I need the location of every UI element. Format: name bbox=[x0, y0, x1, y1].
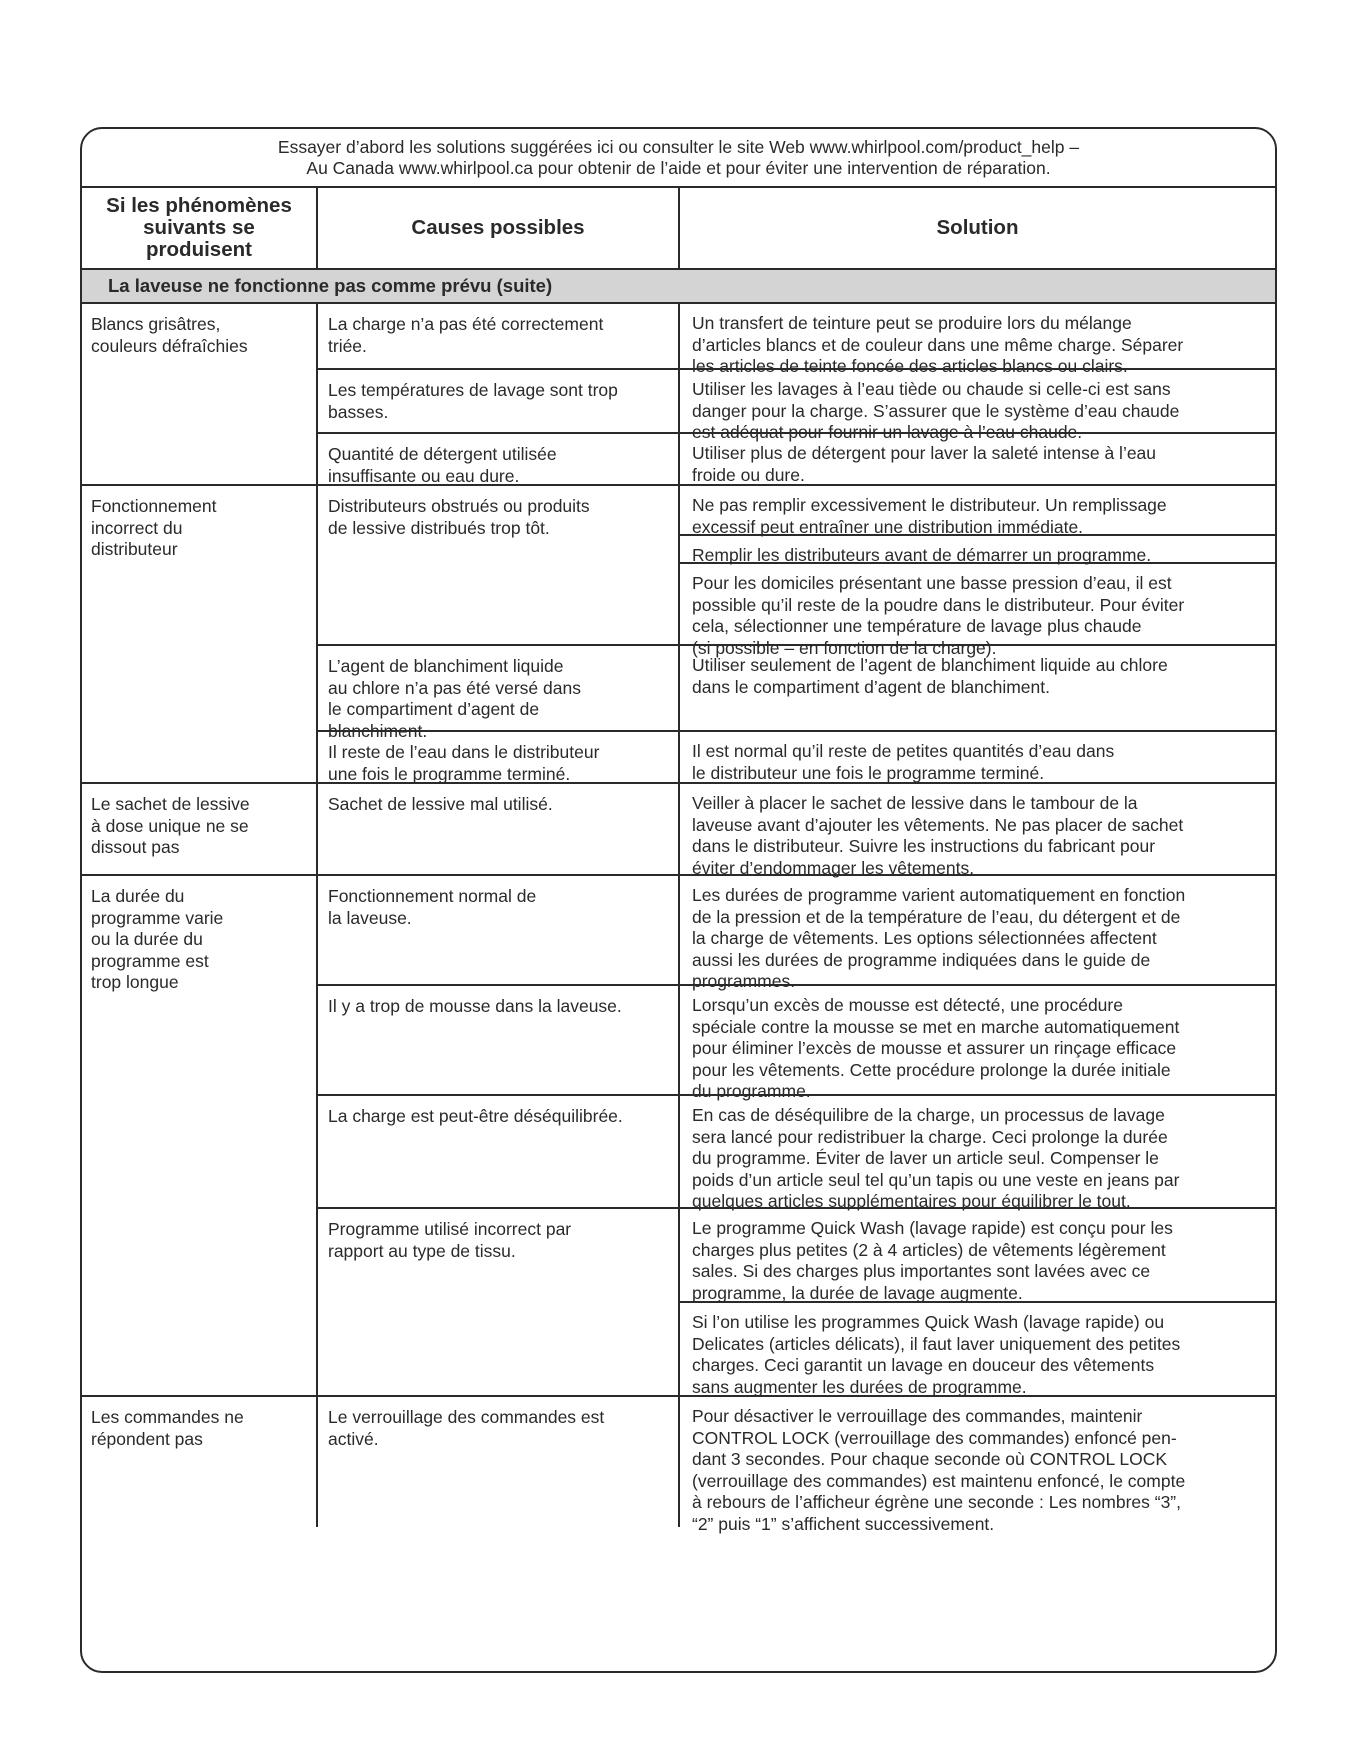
solution-cell: Utiliser seulement de l’agent de blanchiment liquide au chlore dans le compartiment d’agent de blanchiment. bbox=[692, 655, 1168, 697]
solution-column bbox=[680, 732, 1275, 782]
header-causes: Causes possibles bbox=[318, 188, 680, 268]
cause-cell: Les températures de lavage sont trop basses. bbox=[318, 370, 680, 432]
causes-column bbox=[318, 876, 1275, 1395]
cause-cell: La charge est peut-être déséquilibrée. bbox=[318, 1096, 680, 1207]
solution-cell: Utiliser les lavages à l’eau tiède ou chaude si celle-ci est sans danger pour la charge. S’assurer que le système d’eau chaude est adéquat pour fournir un lavage à l’eau chaude. bbox=[692, 379, 1180, 442]
table-row bbox=[318, 986, 1275, 1101]
solution-column bbox=[680, 304, 1275, 376]
header-phenomena: Si les phénomènes suivants se produisent bbox=[82, 188, 318, 268]
table-row bbox=[318, 732, 1275, 782]
table-row bbox=[318, 784, 1275, 878]
solution-column bbox=[680, 876, 1275, 991]
solution-cell: Remplir les distributeurs avant de démarrer un programme. bbox=[680, 536, 1275, 564]
solution-column bbox=[680, 1397, 1275, 1534]
solution-cell: Si l’on utilise les programmes Quick Wash (lavage rapide) ou Delicates (articles délicats), il faut laver uniquement des petites charges. Ceci garantit un lavage en douceur des vêtements sans augmenter les durées de programme. bbox=[692, 1312, 1181, 1397]
solution-column bbox=[680, 370, 1275, 442]
table-row-group bbox=[82, 304, 1275, 486]
cause-cell: Le verrouillage des commandes est activé. bbox=[318, 1397, 680, 1527]
section-heading: La laveuse ne fonctionne pas comme prévu (suite) bbox=[82, 270, 1275, 304]
solution-column bbox=[680, 784, 1275, 878]
table-header bbox=[82, 188, 1275, 270]
troubleshooting-table bbox=[80, 127, 1277, 1673]
cause-cell: La charge n’a pas été correctement triée. bbox=[318, 304, 680, 368]
solution-cell: Il est normal qu’il reste de petites quantités d’eau dans le distributeur une fois le programme terminé. bbox=[692, 741, 1115, 783]
table-row-group bbox=[82, 876, 1275, 1397]
solution-column bbox=[680, 646, 1275, 730]
solution-cell: Un transfert de teinture peut se produire lors du mélange d’articles blancs et de couleur dans une même charge. Séparer les articles de teinte foncée des articles blancs ou clairs. bbox=[692, 313, 1184, 376]
intro-line-2: Au Canada www.whirlpool.ca pour obtenir de l’aide et pour éviter une intervention de réparation. bbox=[306, 157, 1051, 178]
intro-note bbox=[82, 129, 1275, 188]
cause-cell: Fonctionnement normal de la laveuse. bbox=[318, 876, 680, 984]
table-row-group bbox=[82, 784, 1275, 876]
table-row bbox=[318, 486, 1275, 658]
cause-cell: Il reste de l’eau dans le distributeur une fois le programme terminé. bbox=[318, 732, 680, 782]
solution-column bbox=[680, 986, 1275, 1101]
cause-cell: Programme utilisé incorrect par rapport au type de tissu. bbox=[318, 1209, 680, 1395]
table-row bbox=[318, 304, 1275, 376]
cause-cell: L’agent de blanchiment liquide au chlore n’a pas été versé dans le compartiment d’agent de blanchiment. bbox=[318, 646, 680, 730]
table-row bbox=[318, 434, 1275, 484]
causes-column bbox=[318, 1397, 1275, 1534]
phenomenon-cell: Le sachet de lessive à dose unique ne se dissout pas bbox=[82, 784, 318, 874]
phenomenon-cell: Blancs grisâtres, couleurs défraîchies bbox=[82, 304, 318, 484]
solution-cell: Pour désactiver le verrouillage des commandes, maintenir CONTROL LOCK (verrouillage des commandes) enfoncé pen- dant 3 secondes. Pour chaque seconde où CONTROL LOCK (verrouillage des commandes) est maintenu enfoncé, le compte à rebours de l’afficheur égrène une seconde : Les nombres “3”, “2” puis “1” s’affichent successivement. bbox=[692, 1406, 1186, 1534]
table-row bbox=[318, 876, 1275, 991]
causes-column bbox=[318, 304, 1275, 484]
table-row bbox=[318, 646, 1275, 741]
solution-cell: Utiliser plus de détergent pour laver la saleté intense à l’eau froide ou dure. bbox=[692, 443, 1157, 485]
solution-cell: En cas de déséquilibre de la charge, un processus de lavage sera lancé pour redistribuer la charge. Ceci prolonge la durée du programme. Éviter de laver un article seul. Compenser le poids d’un article seul tel qu’un tapis ou une veste en jeans par quelques articles supplémentaires pour équilibrer le tout. bbox=[692, 1105, 1180, 1211]
phenomenon-cell: Les commandes ne répondent pas bbox=[82, 1397, 318, 1527]
table-row bbox=[318, 370, 1275, 442]
causes-column bbox=[318, 784, 1275, 878]
cause-cell: Il y a trop de mousse dans la laveuse. bbox=[318, 986, 680, 1094]
header-solution: Solution bbox=[936, 216, 1019, 239]
table-row-group bbox=[82, 486, 1275, 784]
solution-column bbox=[680, 1096, 1275, 1211]
solution-cell: Veiller à placer le sachet de lessive dans le tambour de la laveuse avant d’ajouter les vêtements. Ne pas placer de sachet dans le distributeur. Suivre les instructions du fabricant pour éviter d’endommager les vêtements. bbox=[692, 793, 1184, 878]
phenomenon-cell: Fonctionnement incorrect du distributeur bbox=[82, 486, 318, 782]
intro-line-1: Essayer d’abord les solutions suggérées ici ou consulter le site Web www.whirlpool.com/product_help – bbox=[277, 136, 1080, 157]
table-row bbox=[318, 1209, 1275, 1395]
cause-cell: Distributeurs obstrués ou produits de lessive distribués trop tôt. bbox=[318, 486, 680, 644]
phenomenon-cell: La durée du programme varie ou la durée du programme est trop longue bbox=[82, 876, 318, 1395]
solution-column bbox=[680, 1209, 1275, 1395]
table-row bbox=[318, 1096, 1275, 1209]
cause-cell: Sachet de lessive mal utilisé. bbox=[318, 784, 680, 874]
table-body bbox=[82, 304, 1275, 1534]
cause-cell: Quantité de détergent utilisée insuffisante ou eau dure. bbox=[318, 434, 680, 484]
solution-column bbox=[680, 486, 1275, 658]
table-row-group bbox=[82, 1397, 1275, 1534]
solution-cell: Le programme Quick Wash (lavage rapide) est conçu pour les charges plus petites (2 à 4 articles) de vêtements légèrement sales. Si des charges plus importantes sont lavées avec ce programme, la durée de lavage augmente. bbox=[680, 1209, 1275, 1303]
solution-cell: Pour les domiciles présentant une basse pression d’eau, il est possible qu’il reste de la poudre dans le distributeur. Pour éviter cela, sélectionner une température de lavage plus chaude (si possible – en fonction de la charge). bbox=[692, 573, 1185, 658]
causes-column bbox=[318, 486, 1275, 782]
solution-cell: Ne pas remplir excessivement le distributeur. Un remplissage excessif peut entraîner une distribution immédiate. bbox=[680, 486, 1275, 536]
table-row bbox=[318, 1397, 1275, 1534]
solution-cell: Lorsqu’un excès de mousse est détecté, une procédure spéciale contre la mousse se met en marche automatiquement pour éliminer l’excès de mousse et assurer un rinçage efficace pour les vêtements. Cette procédure prolonge la durée initiale du programme. bbox=[692, 995, 1180, 1101]
solution-cell: Les durées de programme varient automatiquement en fonction de la pression et de la température de l’eau, du détergent et de la charge de vêtements. Les options sélectionnées affectent aussi les durées de programme indiquées dans le guide de programmes. bbox=[692, 885, 1186, 991]
solution-column bbox=[680, 434, 1275, 484]
